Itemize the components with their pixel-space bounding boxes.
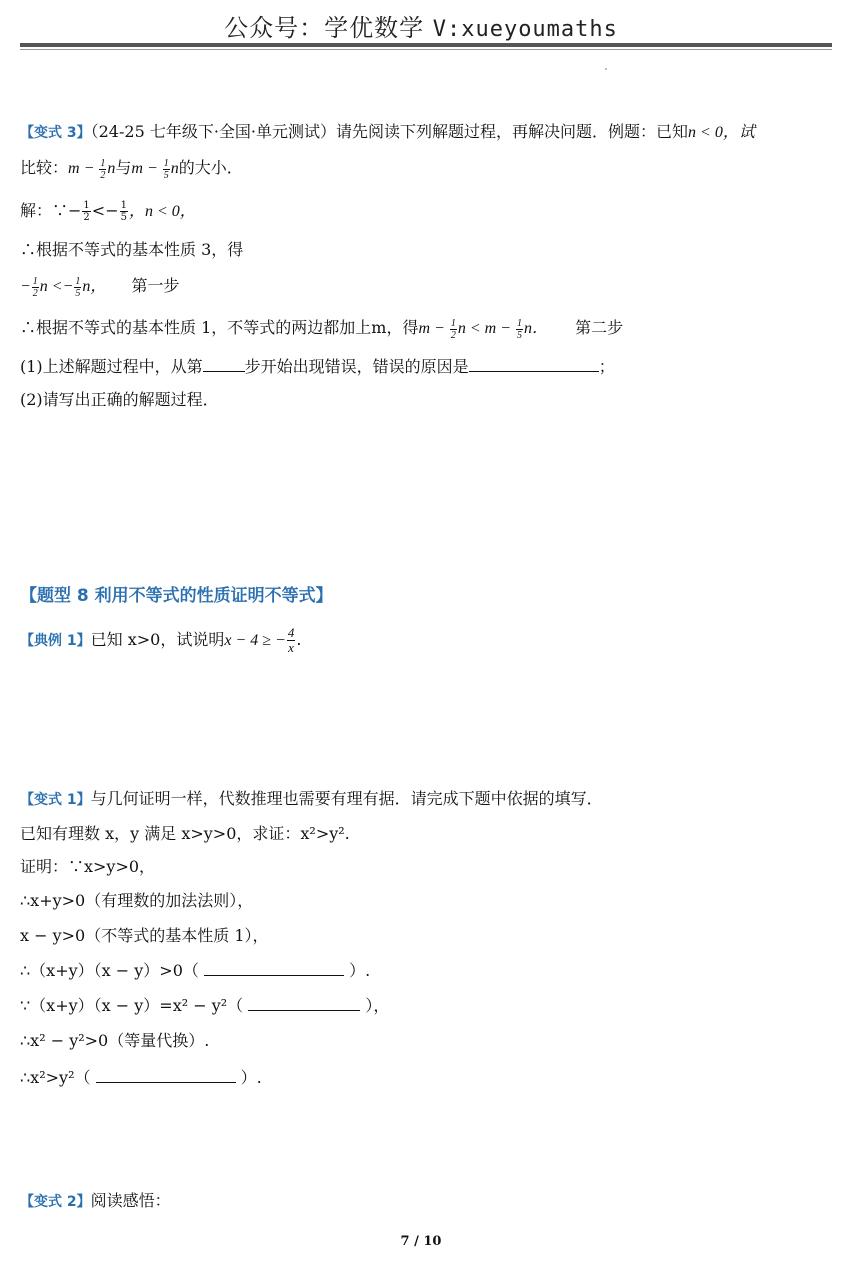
line3-blank[interactable]	[204, 961, 344, 976]
header-rule-thick	[20, 43, 832, 47]
variant1-line6	[20, 1068, 262, 1088]
step1-line	[20, 276, 180, 299]
example1-line	[20, 626, 301, 655]
step2-expr: m − $\frac{1}{2}$ n < m − $\frac{1}{5}$ n．	[418, 318, 548, 341]
example1-end: .	[296, 630, 302, 649]
variant3-compare-line	[20, 158, 243, 181]
step-reason1: ∴根据不等式的基本性质 3，得	[20, 240, 244, 259]
variant1-line1: ∴x+y>0（有理数的加法法则），	[20, 891, 254, 910]
variant1-tag: 【变式 1】	[20, 792, 91, 808]
step2-line	[20, 318, 623, 341]
compare-suffix: 的大小．	[178, 158, 243, 178]
expr-b: m − $\frac{1}{5}$ n	[131, 158, 179, 181]
compare-prefix: 比较：	[20, 158, 69, 178]
line3-a: ∴（x+y）（x − y）>0（	[20, 961, 199, 980]
step2-label: 第二步	[575, 318, 624, 338]
header-rule-thin	[20, 49, 832, 50]
question2: (2)请写出正确的解题过程．	[20, 390, 219, 409]
line6-b: ）.	[240, 1068, 262, 1087]
variant3-solution-line	[20, 200, 196, 223]
variant1-given: 已知有理数 x，y 满足 x>y>0，求证：x²>y².	[20, 824, 350, 843]
header-title: 公众号：学优数学	[224, 14, 425, 42]
step1-expr: − $\frac{1}{2}$ n <− $\frac{1}{5}$ n，	[20, 276, 107, 299]
variant1-proof: 证明：∵x>y>0，	[20, 857, 156, 876]
frac-den: x	[288, 640, 294, 655]
example1-expr: x − 4 ≥ −	[224, 632, 286, 649]
line4-blank[interactable]	[248, 996, 360, 1011]
variant3-cond: n < 0，试	[688, 124, 755, 141]
variant1-intro-line	[20, 789, 603, 810]
variant1-intro: 与几何证明一样，代数推理也需要有理有据．请完成下题中依据的填写．	[90, 789, 603, 808]
speck	[605, 68, 607, 70]
page-header	[0, 8, 842, 43]
type8-title: 【题型 8 利用不等式的性质证明不等式】	[20, 586, 333, 606]
line4-b: ），	[365, 996, 390, 1015]
frac-num: 4	[287, 625, 295, 640]
step-reason2: ∴根据不等式的基本性质 1，不等式的两边都加上m，得	[20, 318, 419, 338]
line4-a: ∵（x+y）（x − y）=x² − y²（	[20, 996, 244, 1015]
solution-prefix: 解：∵	[20, 201, 69, 220]
variant3-intro-line	[20, 122, 755, 143]
example1-fraction	[287, 626, 296, 655]
q1-part-a: (1)上述解题过程中，从第	[20, 357, 203, 376]
variant1-line5: ∴x² − y²>0（等量代换）.	[20, 1031, 210, 1050]
solution-suffix: ，n < 0，	[128, 203, 196, 220]
variant3-tag: 【变式 3】	[20, 125, 91, 141]
q1-part-b: 步开始出现错误，错误的原因是	[244, 357, 469, 376]
line3-b: ）.	[349, 961, 371, 980]
variant1-line2: x − y>0（不等式的基本性质 1），	[20, 926, 269, 945]
page-number: 7 / 10	[400, 1234, 442, 1249]
line6-a: ∴x²>y²（	[20, 1068, 91, 1087]
variant2-line	[20, 1191, 171, 1212]
example1-tag: 【典例 1】	[20, 633, 91, 649]
variant2-tag: 【变式 2】	[20, 1194, 91, 1210]
variant1-line3	[20, 961, 370, 981]
example1-text: 已知 x>0，试说明	[90, 630, 225, 649]
variant3-intro: （24-25 七年级下·全国·单元测试）请先阅读下列解题过程，再解决问题．例题：已知	[90, 122, 689, 141]
q1-blank-step[interactable]	[203, 357, 245, 372]
question1	[20, 357, 615, 377]
step1-label: 第一步	[131, 276, 180, 296]
q1-blank-reason[interactable]	[469, 357, 599, 372]
expr-a: m − $\frac{1}{2}$ n	[68, 158, 116, 181]
line6-blank[interactable]	[96, 1068, 236, 1083]
solution-ineq: − $\frac{1}{2}$ <− $\frac{1}{5}$	[68, 200, 127, 223]
q1-part-c: ；	[598, 357, 615, 376]
variant1-line4	[20, 996, 389, 1016]
compare-mid: 与	[115, 158, 132, 178]
variant2-text: 阅读感悟：	[90, 1191, 171, 1210]
header-wechat: V:xueyoumaths	[432, 17, 618, 42]
